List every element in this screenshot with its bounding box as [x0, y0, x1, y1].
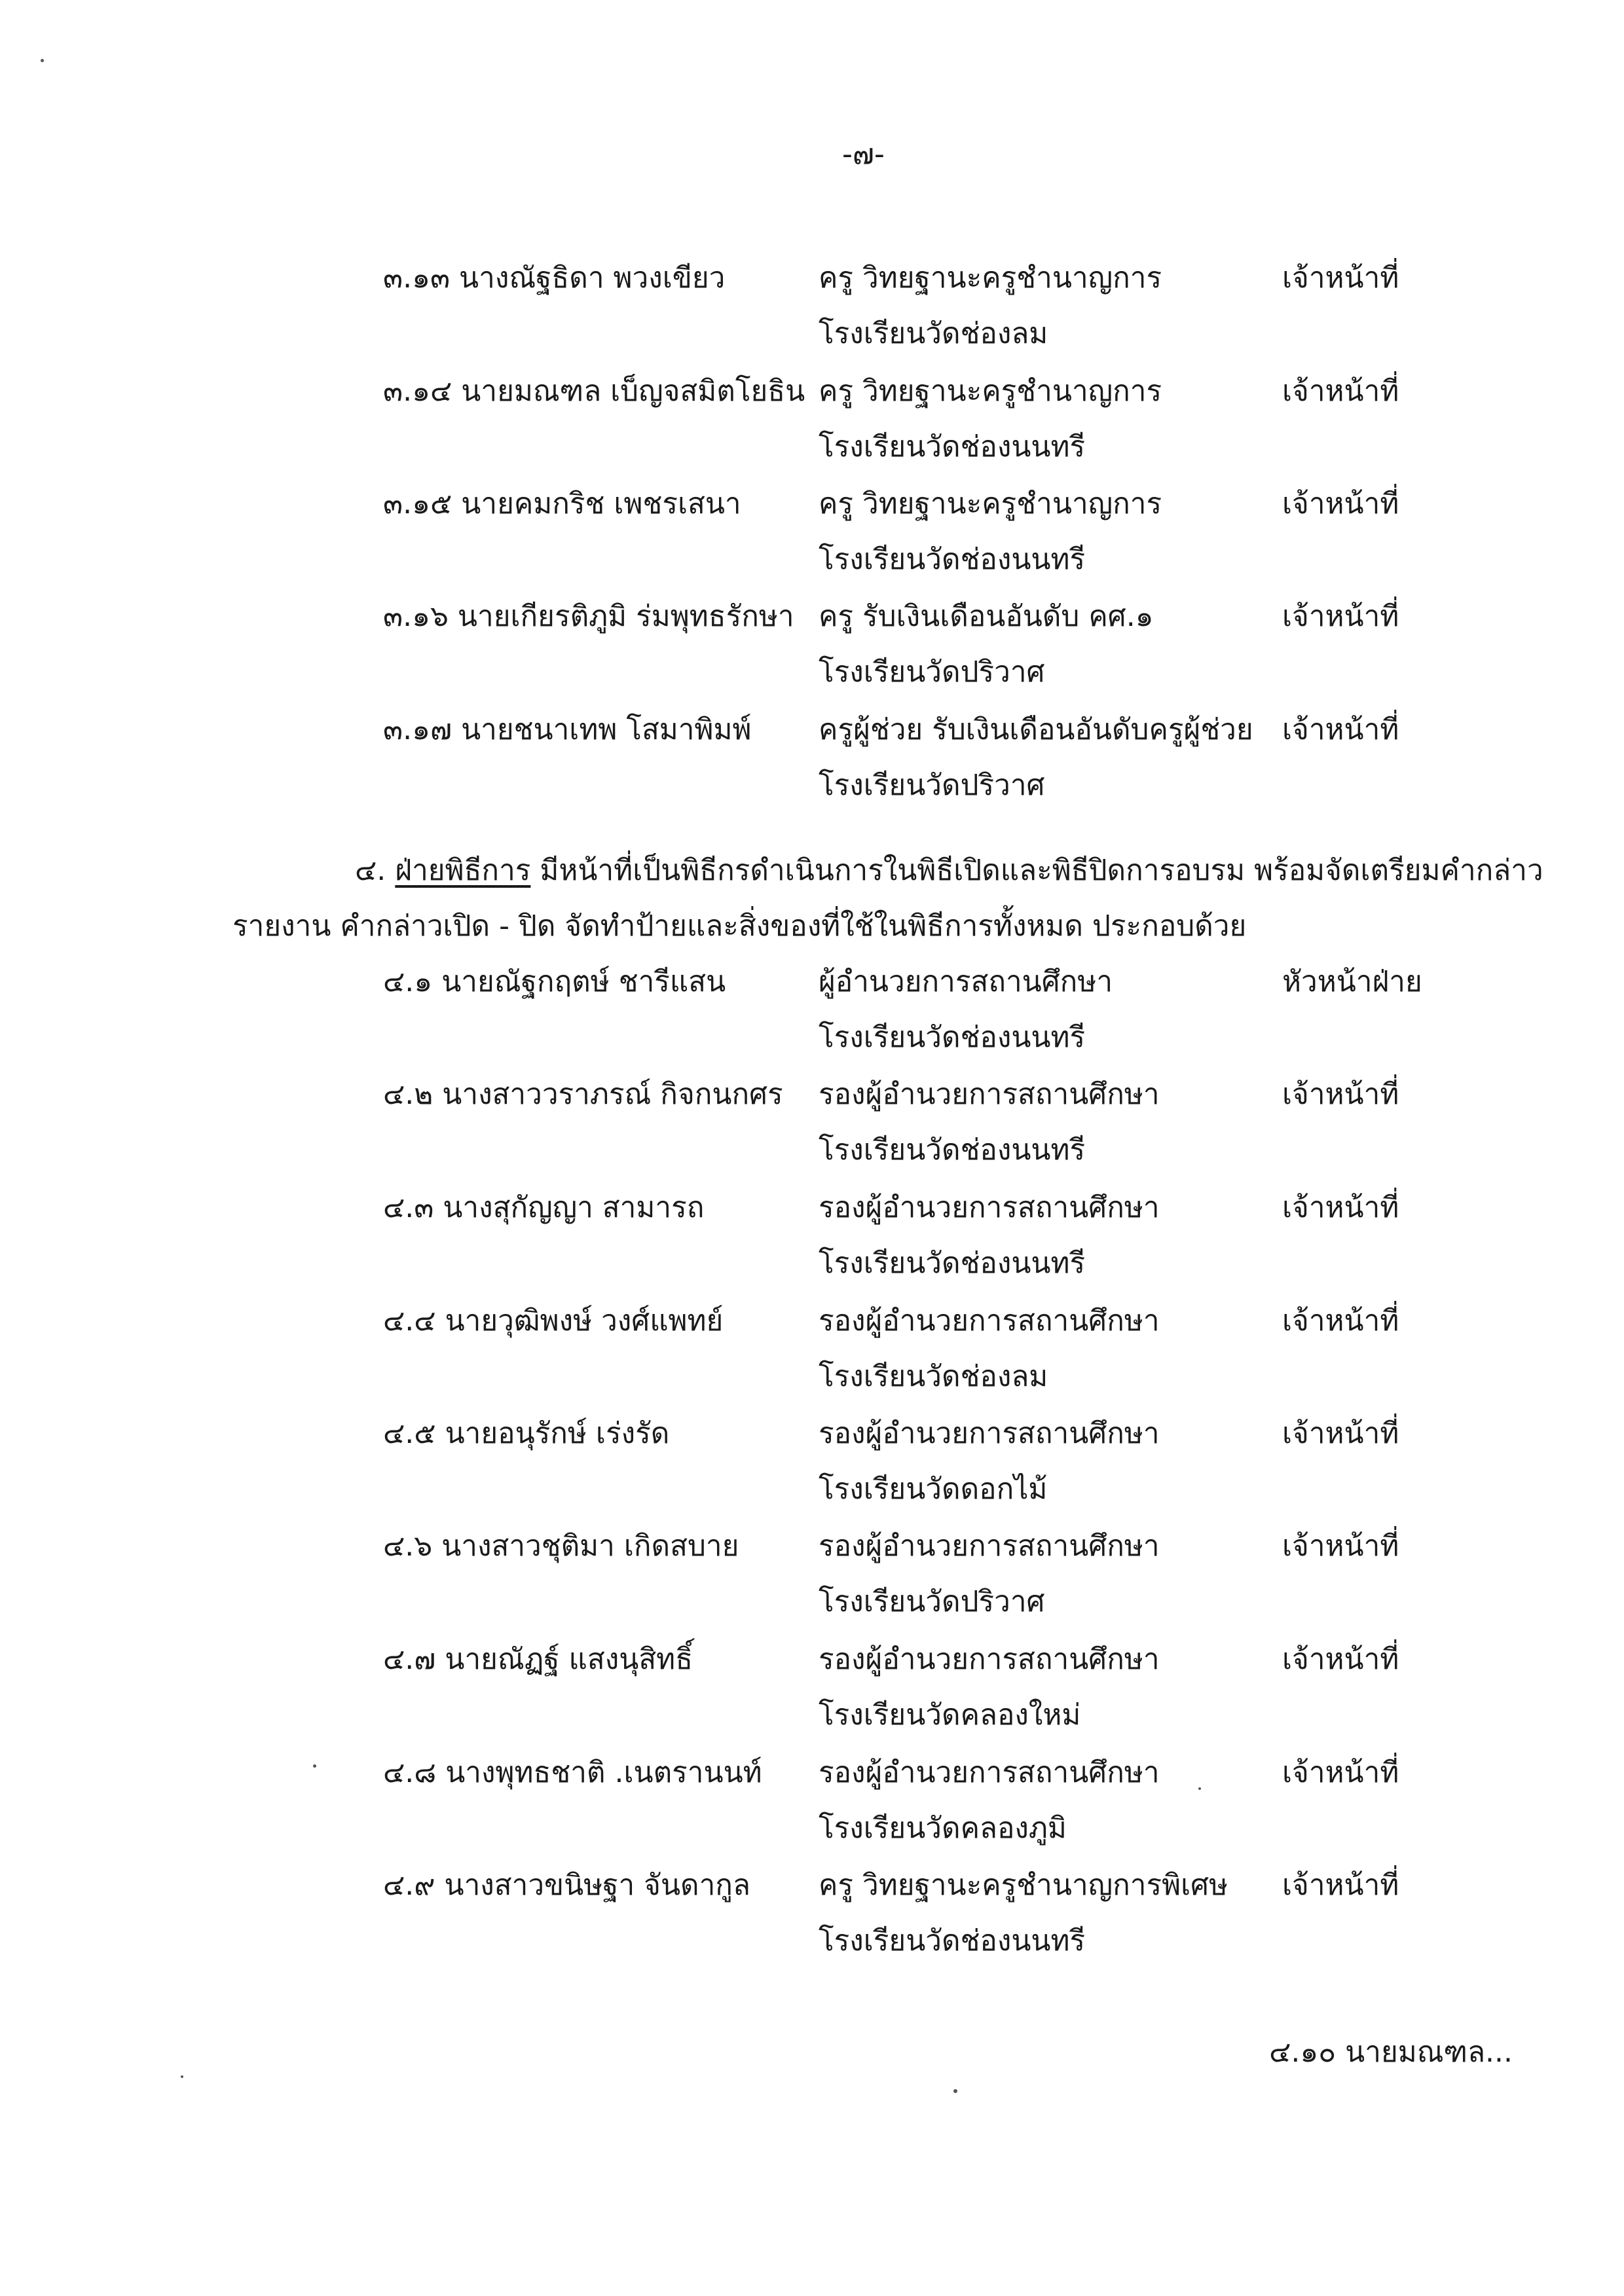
entry-school: โรงเรียนวัดคลองใหม่ — [819, 1698, 1081, 1732]
section-paragraph-line-1 — [355, 851, 1543, 890]
entry-name: ๓.๑๔ นายมณฑล เบ็ญจสมิตโยธิน — [383, 374, 805, 408]
entry-name: ๓.๑๗ นายชนาเทพ โสมาพิมพ์ — [383, 713, 752, 746]
entry-name: ๓.๑๓ นางณัฐธิดา พวงเขียว — [383, 261, 726, 295]
entry-name: ๔.๗ นายณัฏฐ์ แสงนุสิทธิ์ — [383, 1643, 693, 1676]
entry-school: โรงเรียนวัดช่องนนทรี — [819, 430, 1086, 464]
list-item — [0, 1414, 1624, 1525]
entry-position: รองผู้อำนวยการสถานศึกษา — [819, 1756, 1160, 1789]
page-number: -๗- — [842, 137, 885, 171]
entry-school: โรงเรียนวัดช่องนนทรี — [819, 1924, 1086, 1958]
list-item — [0, 1302, 1624, 1413]
entry-school: โรงเรียนวัดช่องลม — [819, 1360, 1048, 1393]
entry-school: โรงเรียนวัดช่องนนทรี — [819, 543, 1086, 576]
list-item — [0, 484, 1624, 596]
entry-role: เจ้าหน้าที่ — [1282, 1868, 1399, 1902]
entry-position: ครู รับเงินเดือนอันดับ คศ.๑ — [819, 600, 1154, 633]
entry-position: รองผู้อำนวยการสถานศึกษา — [819, 1529, 1160, 1563]
entry-role: เจ้าหน้าที่ — [1282, 1756, 1399, 1789]
entry-position: รองผู้อำนวยการสถานศึกษา — [819, 1191, 1160, 1224]
entry-role: เจ้าหน้าที่ — [1282, 713, 1399, 746]
entry-role: เจ้าหน้าที่ — [1282, 1191, 1399, 1224]
entry-position: ครู วิทยฐานะครูชำนาญการ — [819, 261, 1162, 295]
entry-role: เจ้าหน้าที่ — [1282, 600, 1399, 633]
list-item — [0, 1188, 1624, 1300]
scan-speck — [953, 2089, 957, 2093]
entry-position: รองผู้อำนวยการสถานศึกษา — [819, 1643, 1160, 1676]
entry-position: รองผู้อำนวยการสถานศึกษา — [819, 1078, 1160, 1111]
entry-position: ครู วิทยฐานะครูชำนาญการ — [819, 374, 1162, 408]
entry-position: ครู วิทยฐานะครูชำนาญการพิเศษ — [819, 1868, 1228, 1902]
entry-name: ๔.๙ นางสาวขนิษฐา จันดากูล — [383, 1868, 750, 1902]
entry-role: เจ้าหน้าที่ — [1282, 1643, 1399, 1676]
entry-position: ผู้อำนวยการสถานศึกษา — [819, 965, 1113, 998]
entry-school: โรงเรียนวัดช่องนนทรี — [819, 1247, 1086, 1280]
entry-role: หัวหน้าฝ่าย — [1282, 965, 1422, 998]
entry-name: ๔.๘ นางพุทธชาติ .เนตรานนท์ — [383, 1756, 762, 1789]
scan-speck — [41, 59, 44, 62]
section-description: มีหน้าที่เป็นพิธีกรดำเนินการในพิธีเปิดและพิธีปิดการอบรม พร้อมจัดเตรียมคำกล่าว — [530, 854, 1543, 887]
entry-role: เจ้าหน้าที่ — [1282, 1529, 1399, 1563]
entry-name: ๓.๑๖ นายเกียรติภูมิ ร่มพุทธรักษา — [383, 600, 794, 633]
entry-school: โรงเรียนวัดปริวาศ — [819, 655, 1045, 689]
entry-position: รองผู้อำนวยการสถานศึกษา — [819, 1417, 1160, 1450]
entry-position: รองผู้อำนวยการสถานศึกษา — [819, 1304, 1160, 1338]
entry-role: เจ้าหน้าที่ — [1282, 374, 1399, 408]
entry-role: เจ้าหน้าที่ — [1282, 1304, 1399, 1338]
list-item — [0, 1640, 1624, 1751]
entry-name: ๔.๓ นางสุกัญญา สามารถ — [383, 1191, 705, 1224]
entry-name: ๔.๑ นายณัฐกฤตษ์ ชารีแสน — [383, 965, 726, 998]
entry-school: โรงเรียนวัดช่องลม — [819, 317, 1048, 350]
entry-school: โรงเรียนวัดช่องนนทรี — [819, 1133, 1086, 1167]
list-item — [0, 710, 1624, 822]
section-paragraph-line-2: รายงาน คำกล่าวเปิด - ปิด จัดทำป้ายและสิ่งของที่ใช้ในพิธีการทั้งหมด ประกอบด้วย — [232, 909, 1247, 943]
list-item — [0, 372, 1624, 483]
scan-speck — [313, 1764, 316, 1768]
list-item — [0, 259, 1624, 370]
entry-name: ๔.๖ นางสาวชุติมา เกิดสบาย — [383, 1529, 739, 1563]
continuation-note: ๔.๑๐ นายมณฑล... — [1269, 2035, 1513, 2069]
entry-school: โรงเรียนวัดช่องนนทรี — [819, 1021, 1086, 1054]
entry-school: โรงเรียนวัดดอกไม้ — [819, 1472, 1048, 1506]
list-item — [0, 1866, 1624, 1977]
entry-school: โรงเรียนวัดปริวาศ — [819, 769, 1045, 802]
entry-school: โรงเรียนวัดคลองภูมิ — [819, 1812, 1067, 1845]
entry-position: ครูผู้ช่วย รับเงินเดือนอันดับครูผู้ช่วย — [819, 713, 1253, 746]
list-item — [0, 1527, 1624, 1638]
section-number: ๔. — [355, 854, 386, 887]
entry-role: เจ้าหน้าที่ — [1282, 261, 1399, 295]
entry-name: ๔.๕ นายอนุรักษ์ เร่งรัด — [383, 1417, 670, 1450]
entry-position: ครู วิทยฐานะครูชำนาญการ — [819, 487, 1162, 520]
entry-name: ๓.๑๕ นายคมกริช เพชรเสนา — [383, 487, 741, 520]
entry-role: เจ้าหน้าที่ — [1282, 1417, 1399, 1450]
scan-speck — [1198, 1787, 1201, 1790]
list-item — [0, 597, 1624, 708]
entry-name: ๔.๒ นางสาววราภรณ์ กิจกนกศร — [383, 1078, 783, 1111]
entry-name: ๔.๔ นายวุฒิพงษ์ วงศ์แพทย์ — [383, 1304, 724, 1338]
section-heading: ฝ่ายพิธีการ — [395, 854, 531, 887]
entry-school: โรงเรียนวัดปริวาศ — [819, 1585, 1045, 1618]
entry-role: เจ้าหน้าที่ — [1282, 487, 1399, 520]
scan-speck — [181, 2075, 183, 2078]
list-item — [0, 1075, 1624, 1186]
entry-role: เจ้าหน้าที่ — [1282, 1078, 1399, 1111]
list-item — [0, 1753, 1624, 1865]
list-item — [0, 962, 1624, 1074]
